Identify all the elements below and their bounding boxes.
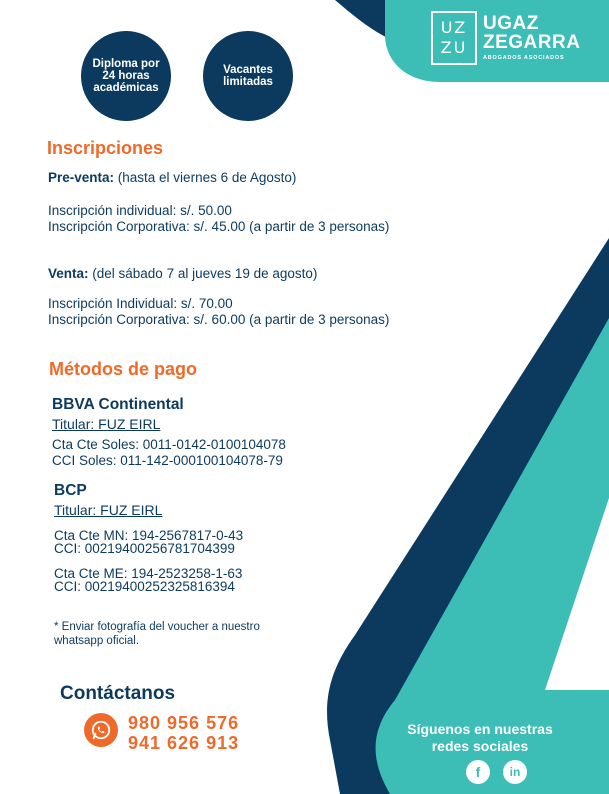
voucher-note: * Enviar fotografía del voucher a nuestro whatsapp oficial.: [54, 621, 260, 647]
venta-corporativa: Inscripción Corporativa: s/. 60.00 (a partir de 3 personas): [48, 312, 390, 327]
venta-line: [48, 266, 317, 282]
social-caption: Síguenos en nuestras redes sociales: [407, 721, 553, 754]
preventa-detail: (hasta el viernes 6 de Agosto): [114, 170, 297, 185]
phone-1[interactable]: 980 956 576: [128, 713, 240, 733]
preventa-individual: Inscripción individual: s/. 50.00: [48, 203, 232, 218]
bcp-cci-me: CCI: 00219400252325816394: [54, 579, 235, 594]
venta-detail: (del sábado 7 al jueves 19 de agosto): [88, 266, 318, 281]
metodos-pago-heading: Métodos de pago: [49, 359, 197, 379]
venta-individual: Inscripción Individual: s/. 70.00: [48, 296, 233, 311]
logo-subtitle: ABOGADOS ASOCIADOS: [483, 55, 565, 61]
diploma-badge: Diploma por 24 horas académicas: [81, 31, 171, 121]
venta-label: Venta:: [48, 266, 89, 281]
bcp-name: BCP: [54, 482, 87, 499]
linkedin-icon[interactable]: in: [503, 760, 527, 784]
logo-mark-top: UZ: [440, 18, 468, 37]
bcp-titular: Titular: FUZ EIRL: [54, 502, 163, 518]
logo-mark-bottom: ZU: [440, 38, 468, 57]
bbva-name: BBVA Continental: [52, 396, 184, 413]
preventa-line: [48, 170, 296, 186]
contactanos-heading: Contáctanos: [60, 683, 176, 704]
vacantes-badge: Vacantes limitadas: [203, 31, 293, 121]
whatsapp-icon[interactable]: [84, 713, 118, 747]
logo-wordmark: [483, 14, 580, 62]
preventa-label: Pre-venta:: [48, 170, 115, 185]
bbva-cta: Cta Cte Soles: 0011-0142-0100104078: [52, 437, 286, 452]
bcp-cta-mn: Cta Cte MN: 194-2567817-0-43: [54, 528, 244, 543]
logo-line1: UGAZ: [483, 13, 539, 34]
whatsapp-glyph: [90, 719, 112, 741]
logo-mark: [431, 11, 477, 65]
facebook-icon[interactable]: f: [466, 760, 490, 784]
phone-2[interactable]: 941 626 913: [128, 733, 240, 753]
bcp-cta-me: Cta Cte ME: 194-2523258-1-63: [54, 566, 243, 581]
bbva-cci: CCI Soles: 011-142-000100104078-79: [52, 453, 283, 468]
bcp-cci-mn: CCI: 00219400256781704399: [54, 541, 235, 556]
bbva-titular: Titular: FUZ EIRL: [52, 416, 161, 432]
ugaz-zegarra-logo: [431, 11, 580, 65]
preventa-corporativa: Inscripción Corporativa: s/. 45.00 (a partir de 3 personas): [48, 219, 390, 234]
inscripciones-heading: Inscripciones: [47, 138, 164, 158]
logo-line2: ZEGARRA: [483, 32, 581, 53]
